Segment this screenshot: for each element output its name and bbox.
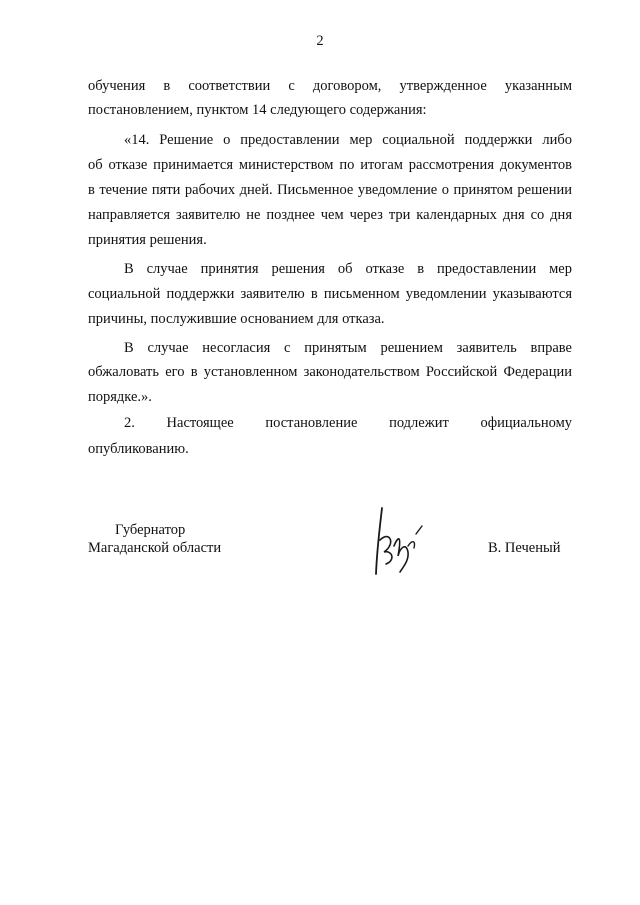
text-line: в течение пяти рабочих дней. Письменное уведомление о принятом решении <box>88 182 572 198</box>
text-line: 2. Настоящее постановление подлежит официальному <box>124 415 572 431</box>
text-line: социальной поддержки заявителю в письменном уведомлении указываются <box>88 286 572 302</box>
handwritten-signature <box>368 500 428 580</box>
text-line: постановлением, пунктом 14 следующего содержания: <box>88 102 427 118</box>
text-line: обжаловать его в установленном законодательством Российской Федерации <box>88 364 572 380</box>
text-line: В случае несогласия с принятым решением заявитель вправе <box>124 340 572 356</box>
text-line: обучения в соответствии с договором, утвержденное указанным <box>88 78 572 94</box>
page-number: 2 <box>316 33 324 49</box>
text-line: об отказе принимается министерством по итогам рассмотрения документов <box>88 157 572 173</box>
signatory-title-line1: Губернатор <box>115 522 186 538</box>
text-line: опубликованию. <box>88 441 189 457</box>
text-line: «14. Решение о предоставлении мер социальной поддержки либо <box>124 132 572 148</box>
text-line: В случае принятия решения об отказе в предоставлении мер <box>124 261 572 277</box>
text-line: причины, послужившие основанием для отказа. <box>88 311 385 327</box>
text-line: порядке.». <box>88 389 152 405</box>
text-line: направляется заявителю не позднее чем через три календарных дня со дня <box>88 207 572 223</box>
signatory-title-line2: Магаданской области <box>88 540 222 556</box>
text-line: принятия решения. <box>88 232 207 248</box>
signatory-name: В. Печеный <box>488 540 561 556</box>
